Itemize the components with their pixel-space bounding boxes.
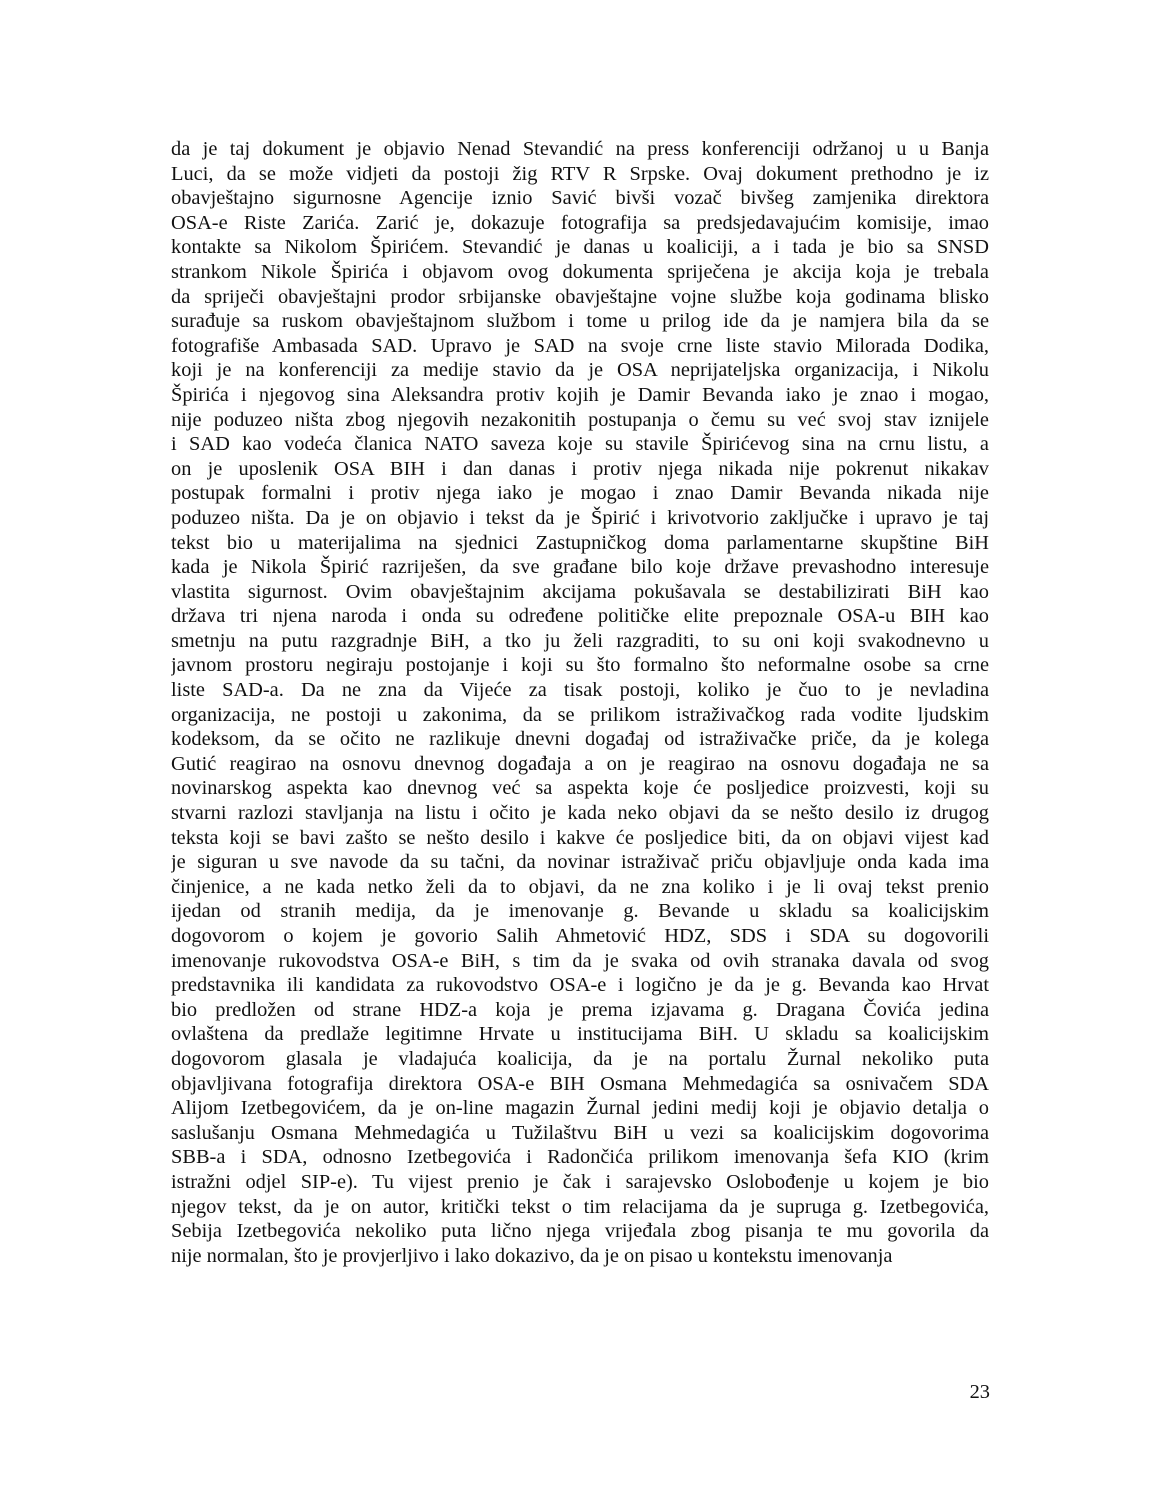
text-line: koji je na konferenciji za medije stavio da je OSA neprijateljska organizacija, i Nikolu [171,359,989,382]
text-line: ijedan od stranih medija, da je imenovanje g. Bevande u skladu sa koalicijskim [171,900,989,923]
text-line: objavljivana fotografija direktora OSA-e BIH Osmana Mehmedagića sa osnivačem SDA [171,1072,989,1095]
text-line: Alijom Izetbegovićem, da je on-line magazin Žurnal jedini medij koji je objavio detalja o [171,1097,989,1120]
text-line: teksta koji se bavi zašto se nešto desilo i kakve će posljedice biti, da on objavi vijest kad [171,826,989,849]
text-line: imenovanje rukovodstva OSA-e BiH, s tim da je svaka od ovih stranaka davala od svog [171,949,989,972]
text-line: postupak formalni i protiv njega iako je mogao i znao Damir Bevanda nikada nije [171,482,989,505]
body-paragraph [171,137,989,1268]
text-line: da spriječi obavještajni prodor srbijanske obavještajne vojne službe koja godinama blisko [171,285,989,308]
text-line: Gutić reagirao na osnovu dnevnog događaja a on je reagirao na osnovu događaja ne sa [171,752,989,775]
text-line: obavještajno sigurnosne Agencije iznio Savić bivši vozač bivšeg zamjenika direktora [171,187,989,210]
text-line: dogovorom glasala je vladajuća koalicija, da je na portalu Žurnal nekoliko puta [171,1047,989,1070]
text-line: vlastita sigurnost. Ovim obavještajnim akcijama pokušavala se destabilizirati BiH kao [171,580,989,603]
text-line: smetnju na putu razgradnje BiH, a tko ju želi razgraditi, to su oni koji svakodnevno u [171,629,989,652]
text-line: njegov tekst, da je on autor, kritički tekst o tim relacijama da je supruga g. Izetbegovića, [171,1195,989,1218]
text-line: činjenice, a ne kada netko želi da to objavi, da ne zna koliko i je li ovaj tekst prenio [171,875,989,898]
text-line: da je taj dokument je objavio Nenad Stevandić na press konferenciji održanoj u u Banja [171,138,989,160]
text-line: kontakte sa Nikolom Špirićem. Stevandić je danas u koaliciji, a i tada je bio sa SNSD [171,236,989,259]
text-line: on je uposlenik OSA BIH i dan danas i protiv njega nikada nije pokrenut nikakav [171,457,989,480]
text-line: kada je Nikola Špirić razriješen, da sve građane bilo koje države prevashodno interesuje [171,556,989,579]
text-line: organizacija, ne postoji u zakonima, da se prilikom istraživačkog rada vodite ljudskim [171,703,989,726]
text-line: kodeksom, da se očito ne razlikuje dnevni događaj od istraživačke priče, da je kolega [171,728,989,751]
text-line: OSA-e Riste Zarića. Zarić je, dokazuje fotografija sa predsjedavajućim komisije, imao [171,211,989,234]
text-line: SBB-a i SDA, odnosno Izetbegovića i Radončića prilikom imenovanja šefa KIO (krim [171,1146,989,1169]
text-line: istražni odjel SIP-e). Tu vijest prenio je čak i sarajevsko Oslobođenje u kojem je bio [171,1170,989,1193]
text-line: dogovorom o kojem je govorio Salih Ahmetović HDZ, SDS i SDA su dogovorili [171,925,989,947]
text-line: poduzeo ništa. Da je on objavio i tekst da je Špirić i krivotvorio zaključke i upravo je taj [171,506,989,529]
text-line: nije normalan, što je provjerljivo i lako dokazivo, da je on pisao u kontekstu imenovanja [171,1244,893,1267]
text-line: stvarni razlozi stavljanja na listu i očito je kada neko objavi da se nešto desilo iz drugog [171,802,989,825]
text-line: država tri njena naroda i onda su određene političke elite prepoznale OSA-u BIH kao [171,605,989,628]
text-line: bio predložen od strane HDZ-a koja je prema izjavama g. Dragana Čovića jedina [171,998,989,1021]
text-line: strankom Nikole Špirića i objavom ovog dokumenta spriječena je akcija koja je trebala [171,260,989,283]
text-line: Luci, da se može vidjeti da postoji žig RTV R Srpske. Ovaj dokument prethodno je iz [171,162,989,185]
text-line: javnom prostoru negiraju postojanje i koji su što formalno što neformalne osobe sa crne [171,654,989,677]
text-line: Sebija Izetbegovića nekoliko puta lično njega vrijeđala zbog pisanja te mu govorila da [171,1220,989,1243]
text-line: tekst bio u materijalima na sjednici Zastupničkog doma parlamentarne skupštine BiH [171,531,989,554]
page-number: 23 [969,1381,990,1403]
text-line: nije poduzeo ništa zbog njegovih nezakonitih postupanja o čemu su već svoj stav iznijele [171,408,989,431]
text-line: ovlaštena da predlaže legitimne Hrvate u institucijama BiH. U skladu sa koalicijskim [171,1023,989,1046]
text-line: saslušanju Osmana Mehmedagića u Tužilaštvu BiH u vezi sa koalicijskim dogovorima [171,1121,989,1144]
text-line: i SAD kao vodeća članica NATO saveza koje su stavile Špirićevog sina na crnu listu, a [171,433,989,456]
text-line: predstavnika ili kandidata za rukovodstvo OSA-e i logično je da je g. Bevanda kao Hrvat [171,974,989,997]
text-line: je siguran u sve navode da su tačni, da novinar istraživač priču objavljuje onda kada ima [171,851,989,874]
text-line: fotografiše Ambasada SAD. Upravo je SAD na svoje crne liste stavio Milorada Dodika, [171,334,989,357]
text-line: liste SAD-a. Da ne zna da Vijeće za tisak postoji, koliko je čuo to je nevladina [171,679,989,702]
text-line: surađuje sa ruskom obavještajnom službom i tome u prilog ide da je namjera bila da se [171,310,989,333]
text-line: novinarskog aspekta kao dnevnog već sa aspekta koje će posljedice proizvesti, koji su [171,777,989,800]
text-line: Špirića i njegovog sina Aleksandra protiv kojih je Damir Bevanda iako je znao i mogao, [171,383,989,406]
